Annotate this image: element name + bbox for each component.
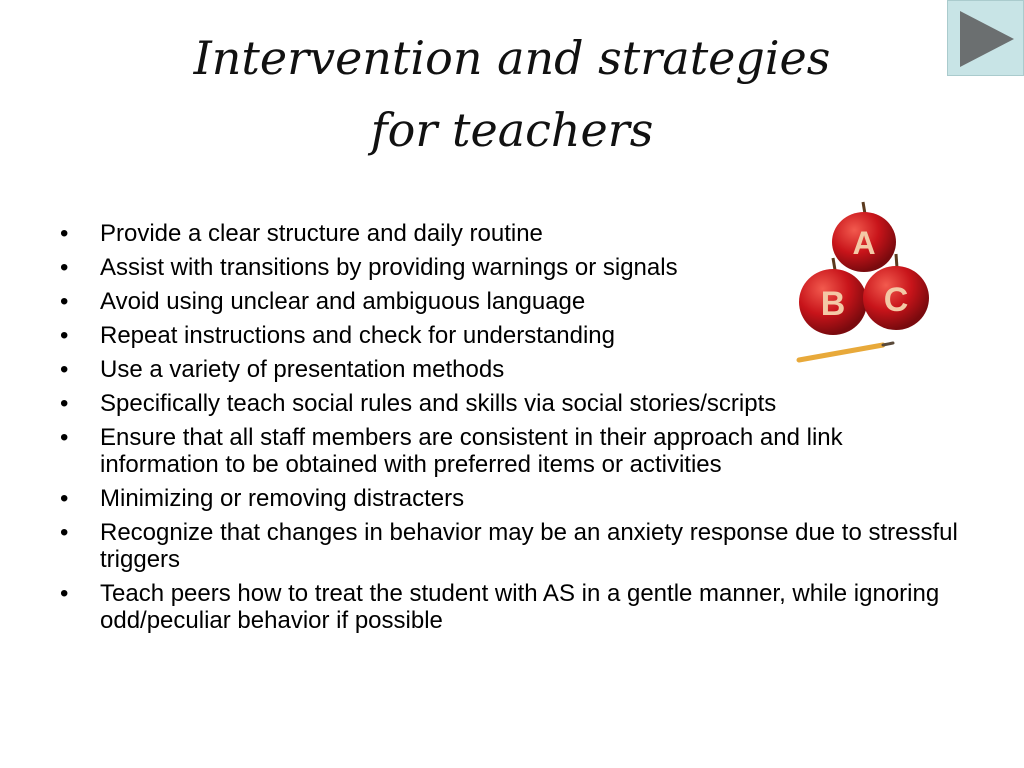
list-item: • Avoid using unclear and ambiguous language [60, 288, 960, 315]
list-item: • Minimizing or removing distracters [60, 485, 960, 512]
list-item: • Repeat instructions and check for understanding [60, 322, 960, 349]
next-slide-button[interactable] [947, 0, 1024, 76]
list-item: • Use a variety of presentation methods [60, 356, 960, 383]
slide-title [0, 22, 1024, 166]
strategy-list [60, 220, 960, 641]
title-line-1: Intervention and strategies [193, 31, 831, 85]
title-line-2: for teachers [370, 103, 654, 157]
list-item: • Provide a clear structure and daily routine [60, 220, 960, 247]
play-triangle-icon [948, 1, 1024, 77]
list-item: • Ensure that all staff members are consistent in their approach and link information to be obtained with preferred items or activities [60, 424, 960, 478]
list-item: • Specifically teach social rules and skills via social stories/scripts [60, 390, 960, 417]
apple-letter-b: B [820, 285, 846, 323]
list-item: • Assist with transitions by providing warnings or signals [60, 254, 960, 281]
list-item: • Teach peers how to treat the student with AS in a gentle manner, while ignoring odd/peculiar behavior if possible [60, 580, 960, 634]
list-item: • Recognize that changes in behavior may be an anxiety response due to stressful triggers [60, 519, 960, 573]
apple-letter-c: C [883, 281, 909, 319]
apple-letter-a: A [852, 225, 876, 261]
